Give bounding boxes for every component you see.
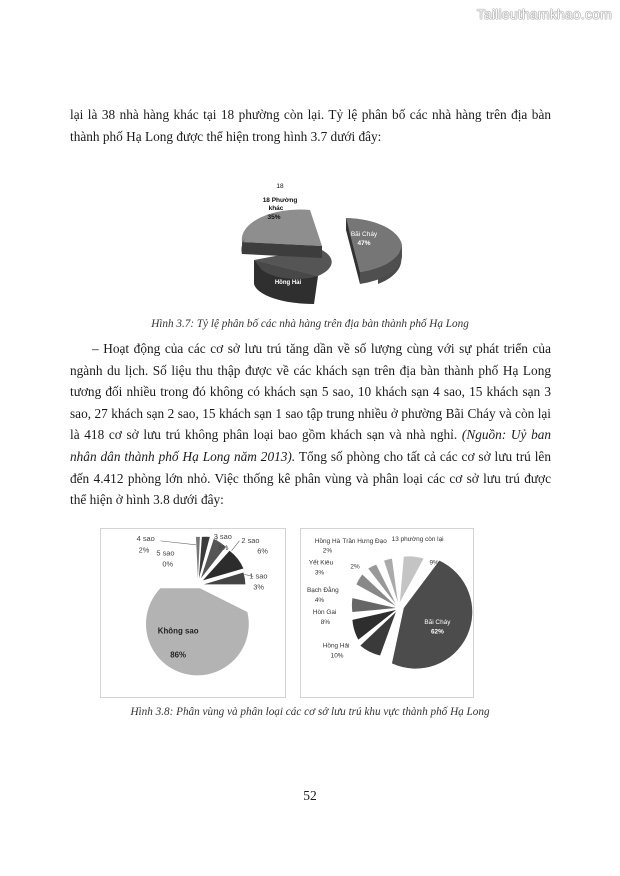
figure-3-8-caption: Hình 3.8: Phân vùng và phân loại các cơ sở lưu trú khu vực thành phố Hạ Long (130, 706, 490, 718)
figure-3-7-caption: Hình 3.7: Tỷ lệ phân bố các nhà hàng trên địa bàn thành phố Hạ Long (151, 318, 469, 330)
label-1-sao-pct: 3% (253, 582, 265, 592)
label-bach-dang: Bạch Đằng (306, 587, 339, 595)
label-5-sao: 5 sao (156, 548, 175, 558)
figure-3-8-ward-pie (300, 528, 474, 698)
label-13-phuong-pct: 9% (429, 559, 439, 567)
label-tran-hung-dao: Trần Hưng Đạo (342, 537, 387, 545)
paragraph-2 (70, 338, 551, 511)
label-18-phuong: 18 Phường (262, 197, 298, 204)
label-13-phuong: 13 phường còn lại (391, 535, 444, 543)
label-bai-chay-2: Bãi Cháy (424, 618, 451, 626)
label-khong-sao (158, 627, 199, 636)
label-18: 18 (276, 183, 284, 190)
label-hon-gai: Hòn Gai (312, 608, 337, 616)
paragraph-2-source: (Nguồn: Uỷ ban nhân dân thành phố Hạ Long năm 2013). (70, 427, 552, 464)
label-yet-kieu-pct: 3% (314, 569, 325, 577)
figure-3-7-pie (218, 166, 418, 314)
label-3-sao-pct: 3% (217, 542, 229, 552)
label-bai-chay-2-pct: 62% (430, 628, 444, 636)
label-khong-sao-text: Không sao (157, 626, 199, 636)
label-bach-dang-pct: 4% (314, 597, 325, 605)
label-tran-hung-dao-pct: 2% (350, 563, 360, 571)
label-18-khac: khác (268, 205, 284, 212)
label-khong-sao-pct: 86% (170, 650, 187, 660)
label-bai-chay: Bãi Cháy (350, 231, 378, 238)
label-5-sao-pct: 0% (162, 559, 174, 569)
slice-5-sao (196, 537, 200, 579)
paragraph-2-text: – Hoạt động của các cơ sở lưu trú tăng dần về số lượng cùng với sự phát triển của ngành du lịch. Số liệu thu thập được về các khách sạn trên địa bàn thành phố Hạ Long tương đối nhiều trong đó không có khách sạn 5 sao, 10 khách sạn 4 sao, 15 khách sạn 3 sao, 27 khách sạn 2 sao, 15 khách sạn 1 sao tập trung nhiều ở phường Bãi Cháy và còn lại là 418 cơ sở lưu trú không phân loại bao gồm khách sạn và nhà nghỉ. (70, 341, 551, 443)
label-2-sao-pct: 6% (257, 546, 268, 556)
slice-18-phuong (241, 183, 322, 258)
label-4-sao-pct: 2% (138, 545, 150, 555)
label-bai-chay-pct: 47% (357, 240, 371, 247)
label-hong-ha-pct: 2% (322, 547, 333, 555)
label-hong-hai-2-pct: 10% (330, 652, 344, 660)
label-1-sao: 1 sao (249, 571, 268, 581)
watermark: Tailieuthamkhao.com (476, 6, 612, 22)
paragraph-1: lại là 38 nhà hàng khác tại 18 phường còn lại. Tỷ lệ phân bố các nhà hàng trên địa bàn thành phố Hạ Long được thể hiện trong hình 3.7 dưới đây: (70, 107, 551, 144)
label-18-pct: 35% (267, 214, 281, 221)
paragraph-2-tail: Tổng số phòng cho tất cả các cơ sở lưu trú lên đến 4.412 phòng lớn nhỏ. Việc thống kê phân vùng và phân loại các cơ sở lưu trú được thể hiện ở hình 3.8 dưới đây: (70, 448, 551, 508)
label-2-sao: 2 sao (241, 535, 260, 545)
label-3-sao: 3 sao (213, 531, 232, 541)
label-4-sao: 4 sao (136, 533, 155, 543)
page-number: 52 (303, 788, 317, 803)
label-hong-ha: Hồng Hà (314, 537, 341, 545)
label-yet-kieu: Yết Kiêu (308, 559, 334, 567)
label-hong-hai: Hồng Hải (274, 280, 302, 286)
slice-bai-chay (346, 218, 402, 284)
label-hong-hai-2: Hồng Hải (322, 642, 350, 650)
label-hon-gai-pct: 8% (320, 618, 331, 626)
figure-3-8-classification-pie (100, 528, 286, 698)
